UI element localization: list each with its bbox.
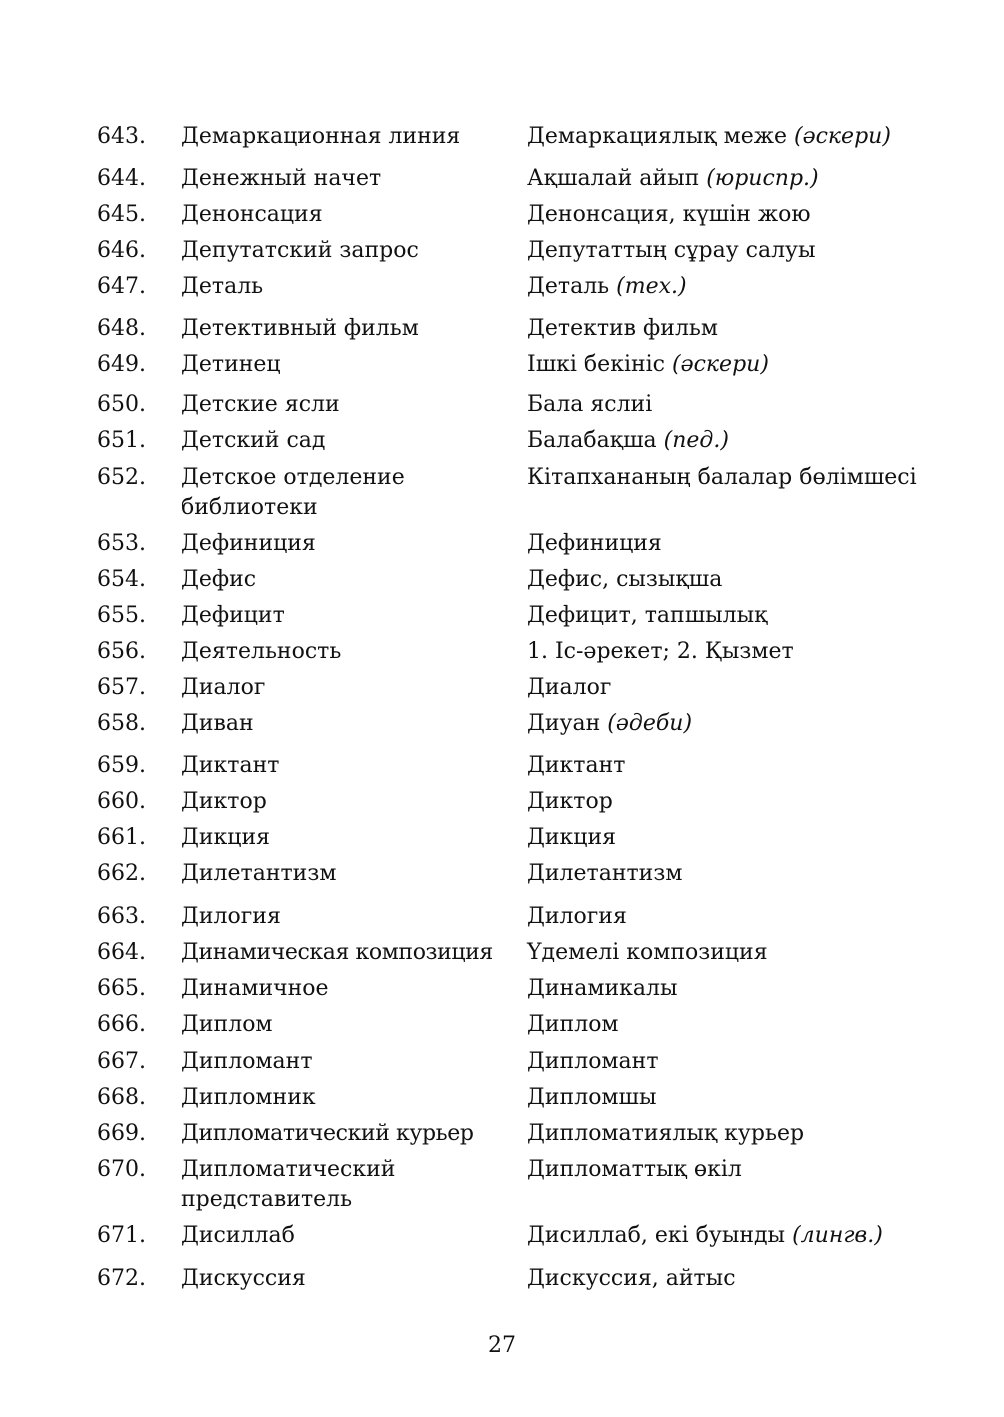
kazakh-term (527, 236, 947, 266)
kazakh-term (527, 390, 947, 420)
usage-note: (лингв.) (792, 1223, 883, 1248)
kazakh-term (527, 1047, 947, 1077)
kazakh-term (527, 974, 947, 1004)
russian-term: Дипломатический курьер (181, 1121, 474, 1146)
usage-note: (әскери) (672, 352, 769, 377)
kazakh-term-text: Дилогия (527, 904, 627, 929)
kazakh-term (527, 1010, 947, 1040)
kazakh-term (527, 1155, 947, 1185)
entry-number: 666. (97, 1012, 146, 1037)
kazakh-term-text: Дефиниция (527, 531, 662, 556)
russian-term: Депутатский запрос (181, 238, 419, 263)
kazakh-term (527, 463, 947, 493)
entry-number: 654. (97, 567, 146, 592)
russian-term: Диплом (181, 1012, 273, 1037)
russian-term: Диктант (181, 753, 280, 778)
kazakh-term (527, 1083, 947, 1113)
russian-term: Динамичное (181, 976, 329, 1001)
kazakh-term (527, 601, 947, 631)
entry-number: 671. (97, 1223, 146, 1248)
kazakh-term-text: Дилетантизм (527, 861, 683, 886)
kazakh-term-text: Кітапхананың балалар бөлімшесі (527, 465, 917, 490)
entry-number: 646. (97, 238, 146, 263)
russian-term: Денонсация (181, 202, 323, 227)
russian-term: Детские ясли (181, 392, 340, 417)
russian-term: Деталь (181, 274, 264, 299)
russian-term: Дипломатический представитель (181, 1157, 396, 1212)
kazakh-term (527, 823, 947, 853)
entry-number: 669. (97, 1121, 146, 1146)
russian-term: Дипломник (181, 1085, 316, 1110)
kazakh-term-text: Дисиллаб, екі буынды (527, 1223, 786, 1248)
usage-note: (пед.) (663, 428, 729, 453)
russian-term: Денежный начет (181, 166, 382, 191)
entry-number: 651. (97, 428, 146, 453)
russian-term: Дипломант (181, 1049, 313, 1074)
entry-number: 647. (97, 274, 146, 299)
kazakh-term (527, 272, 947, 302)
entry-number: 660. (97, 789, 146, 814)
kazakh-term-text: Үдемелі композиция (527, 940, 768, 965)
kazakh-term-text: Денонсация, күшін жою (527, 202, 811, 227)
russian-term: Диктор (181, 789, 267, 814)
usage-note: (юриспр.) (706, 166, 819, 191)
kazakh-term (527, 673, 947, 703)
kazakh-term-text: Деталь (527, 274, 610, 299)
page-number: 27 (488, 1333, 516, 1358)
kazakh-term (527, 709, 947, 739)
kazakh-term (527, 200, 947, 230)
russian-term: Дефицит (181, 603, 285, 628)
kazakh-term-text: Дефис, сызықша (527, 567, 723, 592)
usage-note: (әскери) (793, 124, 891, 149)
kazakh-term (527, 529, 947, 559)
kazakh-term (527, 122, 947, 152)
kazakh-term (527, 859, 947, 889)
entry-number: 665. (97, 976, 146, 1001)
entry-number: 652. (97, 465, 146, 490)
kazakh-term-text: 1. Іс-әрекет; 2. Қызмет (527, 639, 794, 664)
entry-number: 658. (97, 711, 146, 736)
russian-term: Динамическая композиция (181, 940, 493, 965)
entry-number: 645. (97, 202, 146, 227)
kazakh-term (527, 350, 947, 380)
russian-term: Диван (181, 711, 254, 736)
entry-number: 644. (97, 166, 146, 191)
entry-number: 649. (97, 352, 146, 377)
kazakh-term (527, 164, 947, 194)
russian-term: Дилогия (181, 904, 281, 929)
russian-term: Детский сад (181, 428, 326, 453)
kazakh-term-text: Дефицит, тапшылық (527, 603, 768, 628)
russian-term: Диалог (181, 675, 266, 700)
entry-number: 650. (97, 392, 146, 417)
usage-note: (әдеби) (607, 711, 693, 736)
russian-term: Детинец (181, 352, 281, 377)
kazakh-term-text: Дипломант (527, 1049, 659, 1074)
entry-number: 655. (97, 603, 146, 628)
kazakh-term (527, 1221, 947, 1251)
kazakh-term (527, 751, 947, 781)
entry-number: 662. (97, 861, 146, 886)
kazakh-term-text: Ақшалай айып (527, 166, 700, 191)
kazakh-term (527, 637, 947, 667)
russian-term: Дискуссия (181, 1266, 306, 1291)
entry-number: 663. (97, 904, 146, 929)
kazakh-term-text: Ішкі бекініс (527, 352, 665, 377)
russian-term: Деятельность (181, 639, 342, 664)
kazakh-term-text: Балабақша (527, 428, 657, 453)
entry-number: 664. (97, 940, 146, 965)
russian-term: Дефис (181, 567, 257, 592)
kazakh-term-text: Дипломатиялық курьер (527, 1121, 805, 1146)
usage-note: (тех.) (616, 274, 687, 299)
kazakh-term-text: Дикция (527, 825, 616, 850)
kazakh-term (527, 902, 947, 932)
entry-number: 670. (97, 1157, 146, 1182)
kazakh-term-text: Детектив фильм (527, 316, 719, 341)
russian-term: Дефиниция (181, 531, 316, 556)
russian-term: Демаркационная линия (181, 124, 461, 149)
entry-number: 656. (97, 639, 146, 664)
kazakh-term-text: Диктант (527, 753, 626, 778)
kazakh-term (527, 314, 947, 344)
kazakh-term (527, 938, 947, 968)
russian-term: Детективный фильм (181, 316, 419, 341)
russian-term: Дилетантизм (181, 861, 337, 886)
russian-term: Дисиллаб (181, 1223, 295, 1248)
kazakh-term-text: Динамикалы (527, 976, 678, 1001)
entry-number: 661. (97, 825, 146, 850)
entry-number: 668. (97, 1085, 146, 1110)
entry-number: 648. (97, 316, 146, 341)
kazakh-term-text: Дискуссия, айтыс (527, 1266, 736, 1291)
kazakh-term-text: Демаркациялық меже (527, 124, 787, 149)
entry-number: 667. (97, 1049, 146, 1074)
kazakh-term-text: Бала яслиі (527, 392, 653, 417)
entry-number: 659. (97, 753, 146, 778)
kazakh-term-text: Диплом (527, 1012, 619, 1037)
kazakh-term (527, 426, 947, 456)
kazakh-term (527, 565, 947, 595)
kazakh-term (527, 1264, 947, 1294)
kazakh-term-text: Депутаттың сұрау салуы (527, 238, 816, 263)
russian-term: Детское отделение библиотеки (181, 465, 405, 520)
entry-number: 657. (97, 675, 146, 700)
kazakh-term (527, 787, 947, 817)
kazakh-term-text: Дипломшы (527, 1085, 657, 1110)
kazakh-term-text: Диуан (527, 711, 601, 736)
entry-number: 653. (97, 531, 146, 556)
kazakh-term-text: Диалог (527, 675, 612, 700)
russian-term: Дикция (181, 825, 270, 850)
kazakh-term-text: Дипломаттық өкіл (527, 1157, 742, 1182)
kazakh-term-text: Диктор (527, 789, 613, 814)
entry-number: 643. (97, 124, 146, 149)
entry-number: 672. (97, 1266, 146, 1291)
kazakh-term (527, 1119, 947, 1149)
